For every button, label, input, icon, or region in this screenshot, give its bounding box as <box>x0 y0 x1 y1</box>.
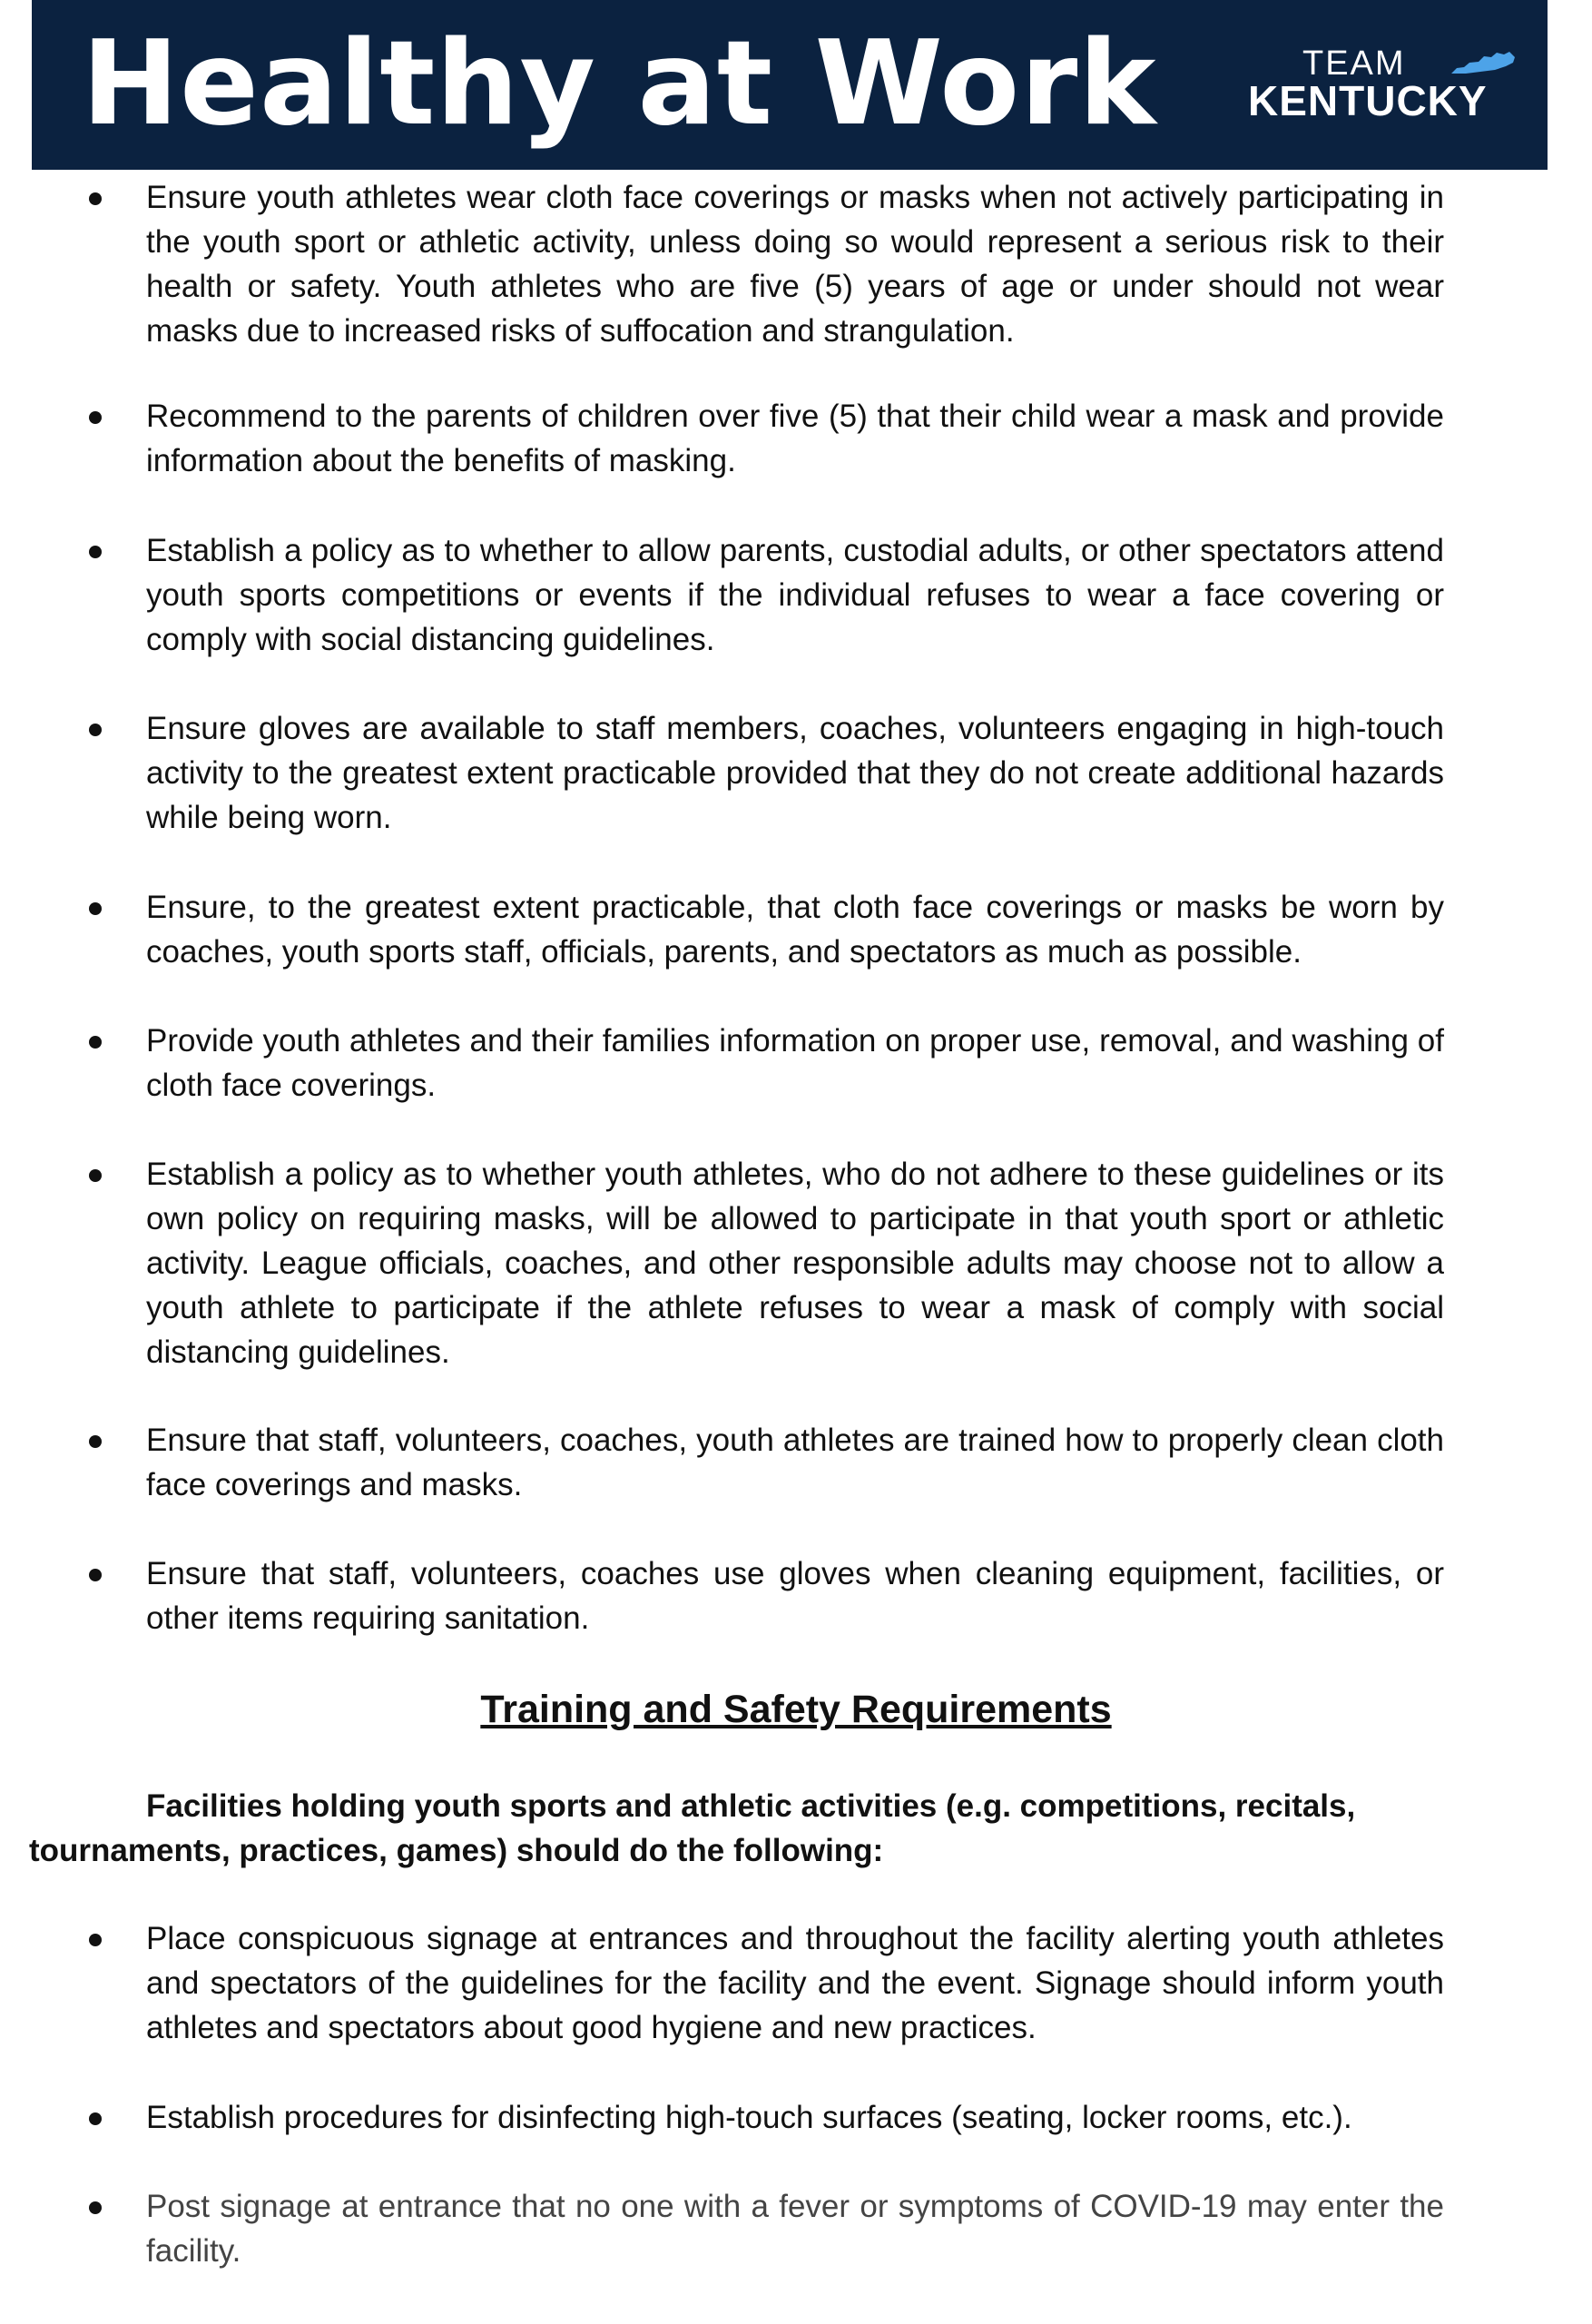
team-kentucky-logo <box>1248 45 1502 127</box>
header-banner <box>32 0 1548 170</box>
bullet-icon <box>89 546 102 558</box>
page-title: Healthy at Work <box>82 16 1157 152</box>
list-item-text: Ensure gloves are available to staff members, coaches, volunteers engaging in high-touch activity to the greatest extent practicable provided that they do not create additional hazards while being worn. <box>146 711 1444 835</box>
list-item-text: Ensure youth athletes wear cloth face coverings or masks when not actively participating in the youth sport or athletic activity, unless doing so would represent a serious risk to their health or safety. Youth athletes who are five (5) years of age or under should not wear masks due to increased risks of suffocation and strangulation. <box>146 180 1444 349</box>
bullet-icon <box>89 2201 102 2214</box>
bullet-icon <box>89 1569 102 1581</box>
bullet-icon <box>89 1934 102 1946</box>
list-item-text: Ensure that staff, volunteers, coaches, youth athletes are trained how to properly clean cloth face coverings and masks. <box>146 1423 1444 1502</box>
section-heading: Training and Safety Requirements <box>480 1688 1112 1731</box>
list-item-text: Ensure, to the greatest extent practicable, that cloth face coverings or masks be worn by coaches, youth sports staff, officials, parents, and spectators as much as possible. <box>146 890 1444 970</box>
list-item-text: Post signage at entrance that no one with a fever or symptoms of COVID-19 may enter the facility. <box>146 2189 1444 2269</box>
list-item-text: Establish a policy as to whether youth athletes, who do not adhere to these guidelines or its own policy on requiring masks, will be allowed to participate in that youth sport or athletic activity. League officials, coaches, and other responsible adults may choose not to allow a youth athlete to participate if the athlete refuses to wear a mask of comply with social distancing guidelines. <box>146 1157 1444 1370</box>
list-item-text: Ensure that staff, volunteers, coaches use gloves when cleaning equipment, facilities, or other items requiring sanitation. <box>146 1556 1444 1636</box>
list-item-text: Place conspicuous signage at entrances and throughout the facility alerting youth athletes and spectators of the guidelines for the facility and the event. Signage should inform youth athletes and spectators about good hygiene and new practices. <box>146 1921 1444 2045</box>
bullet-icon <box>89 902 102 915</box>
bullet-icon <box>89 1435 102 1448</box>
section-intro: Facilities holding youth sports and athletic activities (e.g. competitions, recitals, tournaments, practices, games) should do the following: <box>29 1788 1356 1868</box>
list-item-text: Provide youth athletes and their families information on proper use, removal, and washing of cloth face coverings. <box>146 1023 1444 1103</box>
logo-kentucky-text: KENTUCKY <box>1248 77 1488 124</box>
bullet-icon <box>89 411 102 424</box>
list-item-text: Recommend to the parents of children over five (5) that their child wear a mask and provide information about the benefits of masking. <box>146 399 1444 478</box>
logo-team-text: TEAM <box>1302 44 1406 83</box>
bullet-icon <box>89 1036 102 1049</box>
kentucky-state-icon <box>1448 50 1518 77</box>
list-item-text: Establish a policy as to whether to allow parents, custodial adults, or other spectators attend youth sports competitions or events if the individual refuses to wear a face covering or comply with social distancing guidelines. <box>146 533 1444 657</box>
bullet-icon <box>89 192 102 205</box>
bullet-icon <box>89 2112 102 2125</box>
list-item-text: Establish procedures for disinfecting high-touch surfaces (seating, locker rooms, etc.). <box>146 2100 1352 2135</box>
bullet-icon <box>89 1169 102 1182</box>
bullet-icon <box>89 724 102 736</box>
